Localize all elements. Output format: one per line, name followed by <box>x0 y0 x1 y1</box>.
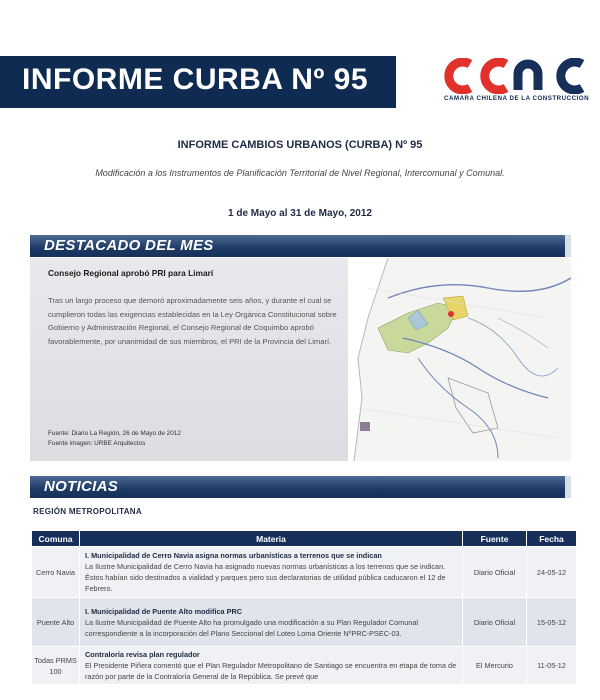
news-table <box>31 530 577 685</box>
news-body: La Ilustre Municipalidad de Cerro Navia ha asignado nuevas normas urbanísticas a los terrenos que se indican. Éstos habían sido destinados a vialidad y parques pero sus declaratorias de utilidad pública caducaron el 12 de Febrero. <box>85 562 446 593</box>
feature-source: Fuente: Diario La Región, 26 de Mayo de 2012 <box>48 430 181 437</box>
document-date-range: 1 de Mayo al 31 de Mayo, 2012 <box>228 208 372 219</box>
table-row <box>32 647 577 685</box>
region-heading: REGIÓN METROPOLITANA <box>33 507 142 516</box>
cell-comuna: Puente Alto <box>32 598 80 647</box>
destacado-section-label: DESTACADO DEL MES <box>44 237 214 254</box>
news-title: Contraloría revisa plan regulador <box>85 650 200 659</box>
logo-tagline: CAMARA CHILENA DE LA CONSTRUCCION <box>444 95 590 102</box>
table-row <box>32 547 577 598</box>
section-bar-tab <box>565 235 571 257</box>
cell-fuente: El Mercurio <box>463 647 527 685</box>
noticias-section-header <box>30 476 571 498</box>
noticias-section-label: NOTICIAS <box>44 478 119 495</box>
column-header-fecha: Fecha <box>527 531 577 547</box>
cell-comuna: Cerro Navia <box>32 547 80 598</box>
cell-materia <box>80 547 463 598</box>
news-title: I. Municipalidad de Puente Alto modifica PRC <box>85 606 243 616</box>
cell-materia <box>80 647 463 685</box>
document-title: INFORME CAMBIOS URBANOS (CURBA) Nº 95 <box>177 139 423 151</box>
column-header-materia: Materia <box>80 531 463 547</box>
table-header-row <box>32 531 577 547</box>
cell-fuente: Diario Oficial <box>463 598 527 647</box>
destacado-section-header <box>30 235 571 257</box>
cell-materia <box>80 598 463 647</box>
cell-fuente: Diario Oficial <box>463 547 527 598</box>
table-row <box>32 598 577 647</box>
feature-headline: Consejo Regional aprobó PRI para Limarí <box>48 268 214 278</box>
cell-fecha: 24-05-12 <box>527 547 577 598</box>
feature-body: Tras un largo proceso que demoró aproximadamente seis años, y durante el cual se cumplieron todas las exigencias establecidas en la Ley Orgánica Constitucional sobre Gobierno y Administración Regional, el Consejo Regional de Coquimbo aprobó favorablemente, por unanimidad de sus miembros, el PRI de la Provincia del Limarí. <box>48 296 337 346</box>
title-banner <box>0 56 396 108</box>
column-header-comuna: Comuna <box>32 531 80 547</box>
cell-comuna: Todas PRMS 100 <box>32 647 80 685</box>
feature-panel <box>30 258 348 461</box>
cchc-logo-mark <box>440 58 592 94</box>
news-body: La Ilustre Municipalidad de Puente Alto ha promulgado una modificación a su Plan Regulador Comunal correspondiente a la incorporación del Plano Seccional del Loteo Loma Oriente NºPRC-PSEC-03. <box>85 617 419 638</box>
pri-limari-map-image <box>348 258 571 461</box>
cell-fecha: 11-05-12 <box>527 647 577 685</box>
news-title: I. Municipalidad de Cerro Navia asigna normas urbanísticas a terrenos que se indican <box>85 551 382 560</box>
cchc-logo <box>440 58 592 108</box>
document-subtitle: Modificación a los Instrumentos de Planificación Territorial de Nivel Regional, Intercomunal y Comunal. <box>95 168 505 178</box>
cell-fecha: 15-05-12 <box>527 598 577 647</box>
column-header-fuente: Fuente <box>463 531 527 547</box>
feature-image-source: Fuente imagen: URBE Arquitectos <box>48 440 146 447</box>
report-title: INFORME CURBA Nº 95 <box>22 63 369 96</box>
news-body: El Presidente Piñera comentó que el Plan Regulador Metropolitano de Santiago se encuentra en etapa de toma de razón por parte de la Contraloría General de la República. Se prevé que <box>85 661 457 681</box>
section-bar-tab <box>565 476 571 498</box>
